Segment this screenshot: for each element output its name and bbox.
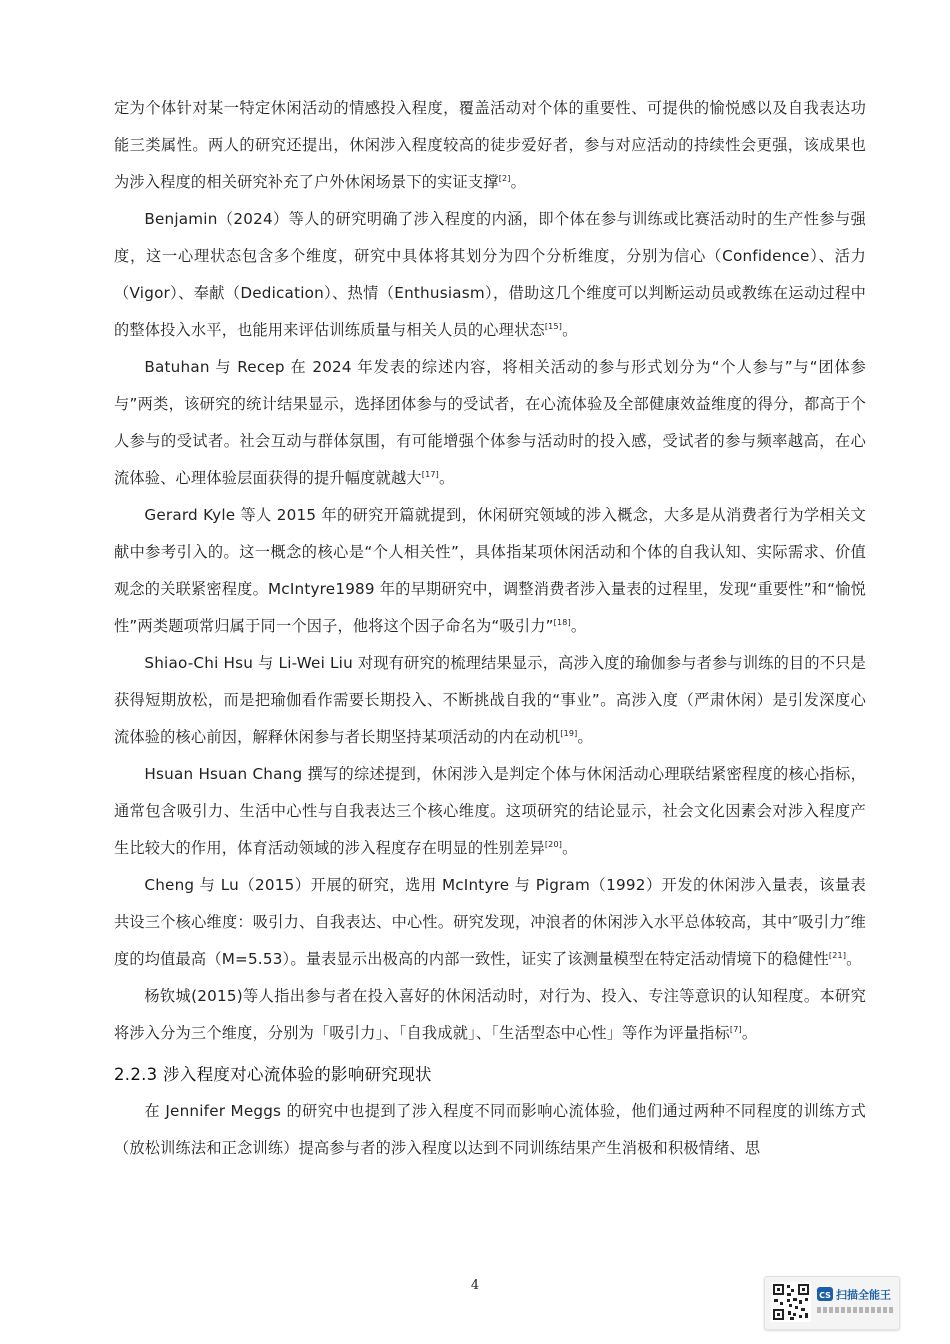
paragraph-text: Hsuan Hsuan Chang 撰写的综述提到，休闲涉入是判定个体与休闲活动心理联结紧密程度的核心指标，通常包含吸引力、生活中心性与自我表达三个核心维度。这项研究的结论显示，社会文化因素会对涉入程度产生比较大的作用，体育活动领域的涉入程度存在明显的性别差异 [114, 765, 866, 857]
paragraph-end: 。 [562, 321, 578, 339]
citation-ref: [19] [560, 729, 578, 738]
paragraph [114, 756, 866, 867]
citation-ref: [7] [729, 1025, 742, 1034]
paragraph-text: Shiao-Chi Hsu 与 Li-Wei Liu 对现有研究的梳理结果显示，高涉入度的瑜伽参与者参与训练的目的不只是获得短期放松，而是把瑜伽看作需要长期投入、不断挑战自我的“事业”。高涉入度（严肃休闲）是引发深度心流体验的核心前因，解释休闲参与者长期坚持某项活动的内在动机 [114, 654, 866, 746]
svg-text:CS: CS [819, 1291, 831, 1300]
paragraph-end: 。 [562, 839, 578, 857]
citation-ref: [18] [553, 618, 571, 627]
paragraph-text: 定为个体针对某一特定休闲活动的情感投入程度，覆盖活动对个体的重要性、可提供的愉悦感以及自我表达功能三类属性。两人的研究还提出，休闲涉入程度较高的徒步爱好者，参与对应活动的持续性会更强，该成果也为涉入程度的相关研究补充了户外休闲场景下的实证支撑 [114, 99, 866, 191]
paragraph-end: 。 [846, 950, 862, 968]
paragraph [114, 978, 866, 1052]
camscanner-logo [817, 1286, 895, 1302]
paragraph-text: 在 Jennifer Meggs 的研究中也提到了涉入程度不同而影响心流体验，他们通过两种不同程度的训练方式（放松训练法和正念训练）提高参与者的涉入程度以达到不同训练结果产生消极和积极情绪、思 [114, 1102, 866, 1157]
paragraph [114, 497, 866, 645]
paragraph-text: Cheng 与 Lu（2015）开展的研究，选用 McIntyre 与 Pigram（1992）开发的休闲涉入量表，该量表共设三个核心维度：吸引力、自我表达、中心性。研究发现，冲浪者的休闲涉入水平总体较高，其中″吸引力″维度的均值最高（M=5.53）。量表显示出极高的内部一致性，证实了该测量模型在特定活动情境下的稳健性 [114, 876, 866, 968]
section-heading: 2.2.3 涉入程度对心流体验的影响研究现状 [114, 1065, 432, 1084]
paragraph [114, 1093, 866, 1167]
citation-ref: [21] [828, 951, 847, 960]
page-number: 4 [470, 1278, 480, 1293]
watermark-tagline [817, 1307, 895, 1313]
paragraph [114, 867, 866, 978]
paragraph [114, 645, 866, 756]
paragraph-end: 。 [741, 1024, 758, 1042]
paragraph-end: 。 [438, 469, 455, 487]
scanner-watermark [764, 1276, 900, 1330]
citation-ref: [15] [544, 322, 563, 331]
body-text [114, 90, 866, 1167]
citation-ref: [17] [421, 470, 439, 479]
citation-ref: [20] [544, 840, 563, 849]
qr-code-icon [771, 1282, 811, 1322]
paragraph-end: 。 [510, 173, 527, 191]
citation-ref: [2] [498, 174, 511, 183]
paragraph-text: Batuhan 与 Recep 在 2024 年发表的综述内容，将相关活动的参与形式划分为“个人参与”与“团体参与”两类，该研究的统计结果显示，选择团体参与的受试者，在心流体验及全部健康效益维度的得分，都高于个人参与的受试者。社会互动与群体氛围，有可能增强个体参与活动时的投入感，受试者的参与频率越高，在心流体验、心理体验层面获得的提升幅度就越大 [114, 358, 866, 487]
paragraph-text: Gerard Kyle 等人 2015 年的研究开篇就提到，休闲研究领域的涉入概念，大多是从消费者行为学相关文献中参考引入的。这一概念的核心是“个人相关性”，具体指某项休闲活动和个体的自我认知、实际需求、价值观念的关联紧密程度。McIntyre1989 年的早期研究中，调整消费者涉入量表的过程里，发现“重要性”和“愉悦性”两类题项常归属于同一个因子，他将这个因子命名为“吸引力” [114, 506, 866, 635]
paragraph [114, 201, 866, 349]
paragraph [114, 90, 866, 201]
svg-text:扫描全能王: 扫描全能王 [836, 1288, 891, 1302]
paragraph-end: 。 [577, 728, 593, 746]
paragraph [114, 349, 866, 497]
paragraph-text: 杨钦城(2015)等人指出参与者在投入喜好的休闲活动时，对行为、投入、专注等意识的认知程度。本研究将涉入分为三个维度，分别为「吸引力」、「自我成就」、「生活型态中心性」等作为评量指标 [114, 987, 866, 1042]
paragraph-end: 。 [570, 617, 587, 635]
paragraph-text: Benjamin（2024）等人的研究明确了涉入程度的内涵，即个体在参与训练或比赛活动时的生产性参与强度，这一心理状态包含多个维度，研究中具体将其划分为四个分析维度，分别为信心（Confidence）、活力（Vigor）、奉献（Dedication）、热情（Enthusiasm），借助这几个维度可以判断运动员或教练在运动过程中的整体投入水平，也能用来评估训练质量与相关人员的心理状态 [114, 210, 866, 339]
